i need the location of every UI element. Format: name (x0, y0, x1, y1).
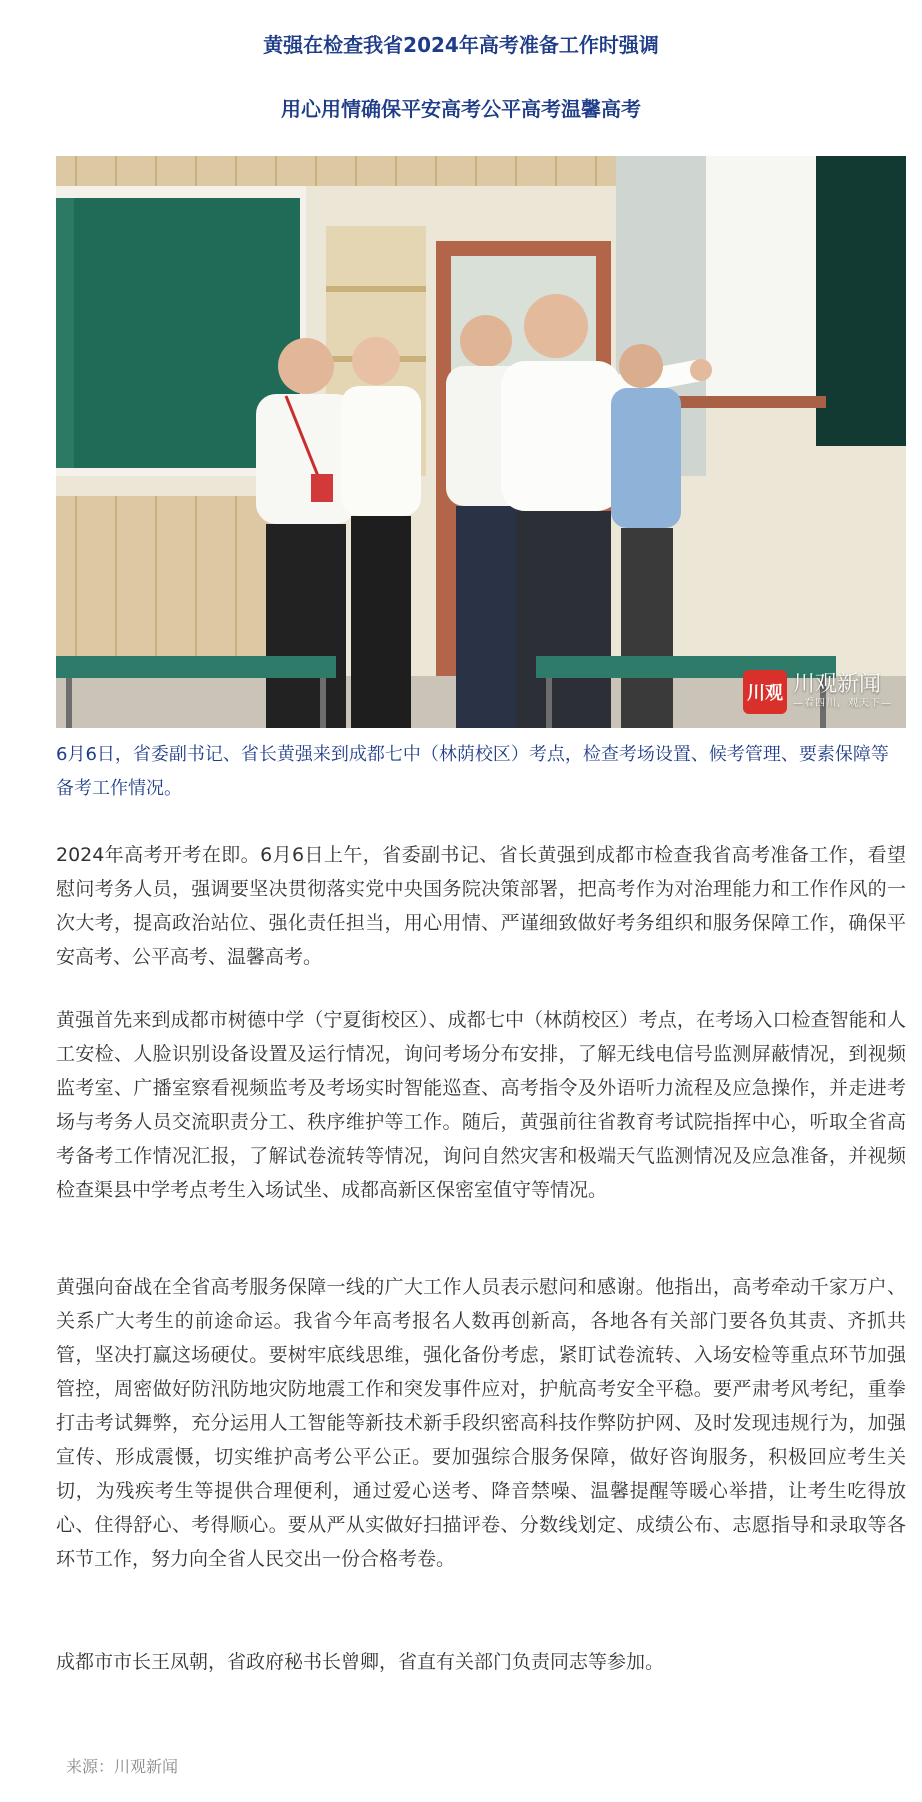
article-paragraph-3: 黄强向奋战在全省高考服务保障一线的广大工作人员表示慰问和感谢。他指出，高考牵动千家万户、关系广大考生的前途命运。我省今年高考报名人数再创新高，各地各有关部门要各负其责、齐抓共管，坚决打赢这场硬仗。要树牢底线思维，强化备份考虑，紧盯试卷流转、入场安检等重点环节加强管控，周密做好防汛防地灾防地震工作和突发事件应对，护航高考安全平稳。要严肃考风考纪，重拳打击考试舞弊，充分运用人工智能等新技术新手段织密高科技作弊防护网、及时发现违规行为，加强宣传、形成震慑，切实维护高考公平公正。要加强综合服务保障，做好咨询服务，积极回应考生关切，为残疾考生等提供合理便利，通过爱心送考、降音禁噪、温馨提醒等暖心举措，让考生吃得放心、住得舒心、考得顺心。要从严从实做好扫描评卷、分数线划定、成绩公布、志愿指导和录取等各环节工作，努力向全省人民交出一份合格考卷。 (56, 1276, 906, 1570)
article-paragraph-1: 2024年高考开考在即。6月6日上午，省委副书记、省长黄强到成都市检查我省高考准备工作，看望慰问考务人员，强调要坚决贯彻落实党中央国务院决策部署，把高考作为对治理能力和工作作风的一次大考，提高政治站位、强化责任担当，用心用情、严谨细致做好考务组织和服务保障工作，确保平安高考、公平高考、温馨高考。 (56, 844, 906, 968)
article-title-line1: 黄强在检查我省2024年高考准备工作时强调 (263, 33, 659, 57)
article-paragraph-2: 黄强首先来到成都市树德中学（宁夏街校区）、成都七中（林荫校区）考点，在考场入口检查智能和人工安检、人脸识别设备设置及运行情况，询问考场分布安排，了解无线电信号监测屏蔽情况，到视频监考室、广播室察看视频监考及考场实时智能巡查、高考指令及外语听力流程及应急操作，并走进考场与考务人员交流职责分工、秩序维护等工作。随后，黄强前往省教育考试院指挥中心，听取全省高考备考工作情况汇报，了解试卷流转等情况，询问自然灾害和极端天气监测情况及应急准备，并视频检查渠县中学考点考生入场试坐、成都高新区保密室值守等情况。 (56, 1009, 906, 1201)
chuanguan-logo-text (793, 673, 892, 711)
article-source: 来源：川观新闻 (66, 1757, 179, 1776)
article-paragraph-4: 成都市市长王凤朝，省政府秘书长曾卿，省直有关部门负责同志等参加。 (56, 1651, 665, 1673)
news-photo (56, 156, 906, 728)
article-title-line2: 用心用情确保平安高考公平高考温馨高考 (281, 97, 641, 121)
watermark-name: 川观新闻 (793, 672, 882, 697)
classroom-scene-illustration (56, 156, 906, 728)
chuanguan-logo-badge: 川观 (743, 670, 787, 714)
photo-caption: 6月6日，省委副书记、省长黄强来到成都七中（林荫校区）考点，检查考场设置、候考管理、要素保障等备考工作情况。 (56, 744, 889, 799)
chuanguan-watermark (743, 670, 892, 714)
watermark-slogan: —看四川，观天下— (793, 698, 892, 709)
